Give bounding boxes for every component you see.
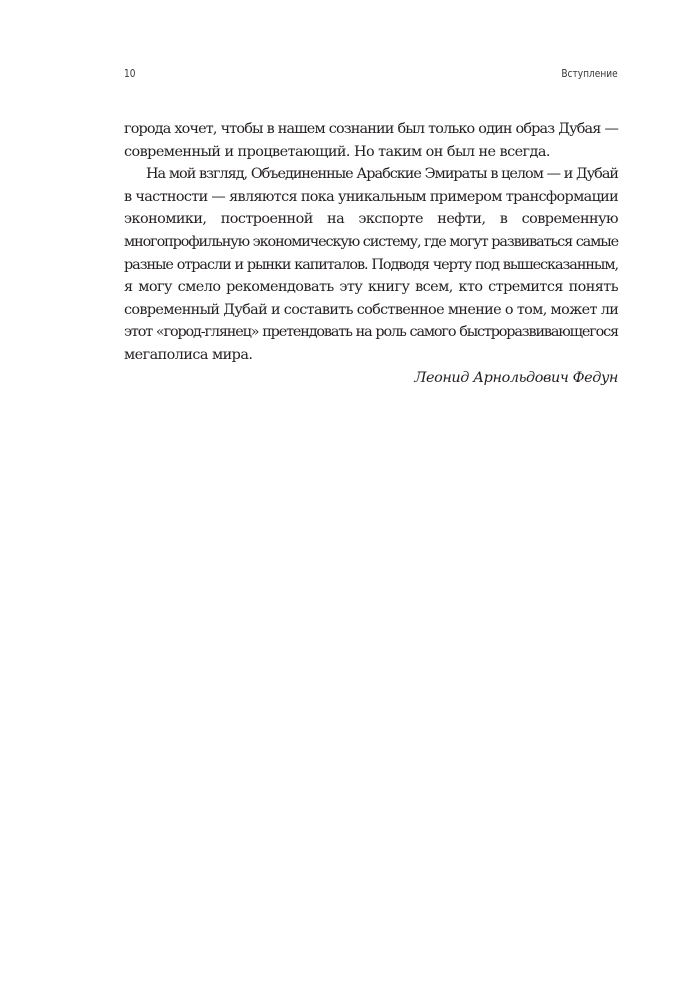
page-header [124, 66, 618, 82]
text-line: я могу смело рекомендовать эту книгу всем, кто стремится понять [124, 279, 618, 296]
text-line: многопрофильную экономическую систему, где могут развиваться самые [124, 233, 618, 250]
text-line: разные отрасли и рынки капиталов. Подводя черту под вышесказанным, [124, 256, 618, 273]
text-line: На мой взгляд, Объединенные Арабские Эмираты в целом — и Дубай [146, 166, 618, 183]
text-line: современный и процветающий. Но таким он был не всегда. [124, 143, 550, 160]
paragraph-opinion [124, 163, 618, 366]
text-line: современный Дубай и составить собственное мнение о том, может ли [124, 301, 619, 318]
text-line: города хочет, чтобы в нашем сознании был только один образ Дубая — [124, 121, 618, 137]
text-line: мегаполиса мира. [124, 346, 253, 363]
text-line: в частности — являются пока уникальным примером трансформации [124, 188, 619, 205]
text-line: этот «город-глянец» претендовать на роль самого быстроразвивающегося [124, 324, 618, 341]
page-number: 10 [124, 67, 136, 80]
author-signature: Леонид Арнольдович Федун [414, 369, 618, 386]
running-title: Вступление [561, 67, 618, 80]
paragraph-continued [124, 118, 618, 163]
text-line: экономики, построенной на экспорте нефти, в современную [124, 211, 618, 228]
body-text [124, 118, 618, 389]
